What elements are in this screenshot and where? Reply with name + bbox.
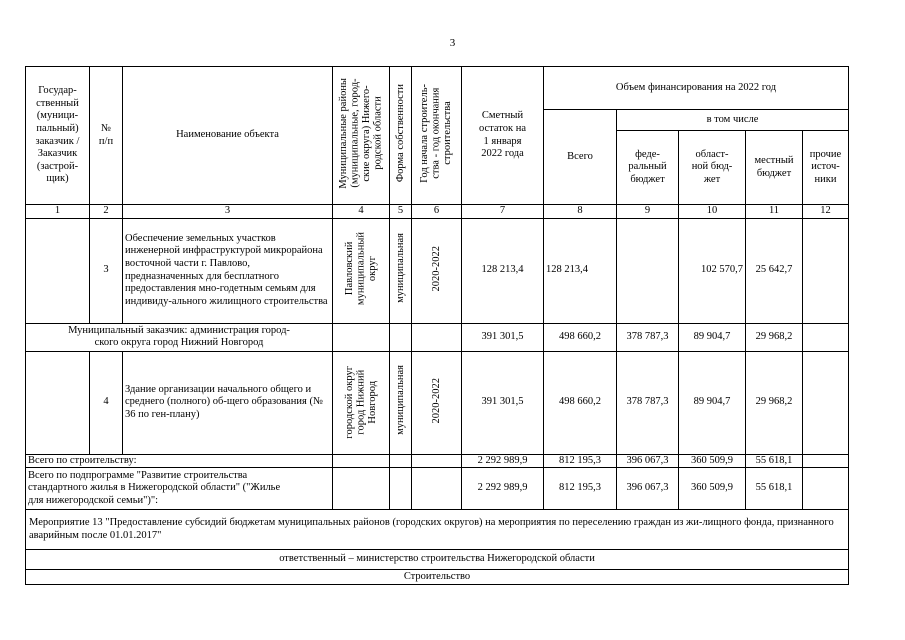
empty-cell: [390, 454, 412, 468]
regional-value: 102 570,7: [679, 218, 746, 323]
empty-cell: [412, 468, 462, 510]
district: городской округ город Нижний Новгород: [333, 351, 390, 454]
regional-value: 89 904,7: [679, 351, 746, 454]
empty-cell: [390, 323, 412, 351]
header-other: прочие источ- ники: [803, 131, 849, 205]
col-number: 5: [390, 205, 412, 219]
row-number: 4: [90, 351, 123, 454]
header-including: в том числе: [617, 110, 849, 131]
years: 2020-2022: [412, 218, 462, 323]
empty-cell: [26, 351, 90, 454]
table-row: [26, 570, 849, 585]
construction-heading: Строительство: [26, 570, 849, 585]
table-row: [26, 468, 849, 510]
federal-value: [617, 218, 679, 323]
row-number: 3: [90, 218, 123, 323]
ownership: муниципальная: [390, 351, 412, 454]
balance-value: 2 292 989,9: [462, 468, 544, 510]
col-number: 8: [544, 205, 617, 219]
local-value: 55 618,1: [746, 468, 803, 510]
header-federal: феде- ральный бюджет: [617, 131, 679, 205]
col-number: 1: [26, 205, 90, 219]
total-value: 498 660,2: [544, 323, 617, 351]
table-row: [26, 454, 849, 468]
header-local: местный бюджет: [746, 131, 803, 205]
page-number: 3: [449, 37, 456, 49]
header-funding: Объем финансирования на 2022 год: [544, 67, 849, 110]
total-subprogram-label: Всего по подпрограмме "Развитие строительства стандартного жилья в Нижегородской области" ("Жилье для нижегородской семьи")":: [26, 468, 333, 510]
empty-cell: [803, 351, 849, 454]
header-ownership: Форма собственности: [390, 67, 412, 205]
total-value: 812 195,3: [544, 454, 617, 468]
col-number: 10: [679, 205, 746, 219]
balance-value: 391 301,5: [462, 351, 544, 454]
total-value: 128 213,4: [544, 218, 617, 323]
empty-cell: [333, 468, 390, 510]
empty-cell: [412, 323, 462, 351]
federal-value: 378 787,3: [617, 323, 679, 351]
balance-value: 128 213,4: [462, 218, 544, 323]
header-balance: Сметный остаток на 1 января 2022 года: [462, 67, 544, 205]
empty-cell: [26, 218, 90, 323]
col-number: 11: [746, 205, 803, 219]
table-row: [26, 510, 849, 550]
total-construction-label: Всего по строительству:: [26, 454, 333, 468]
header-regional: област- ной бюд- жет: [679, 131, 746, 205]
local-value: 55 618,1: [746, 454, 803, 468]
empty-cell: [412, 454, 462, 468]
regional-value: 89 904,7: [679, 323, 746, 351]
object-name: Здание организации начального общего и среднего (полного) об-щего образования (№ 36 по ген-плану): [123, 351, 333, 454]
local-value: 29 968,2: [746, 323, 803, 351]
header-object-name: Наименование объекта: [123, 67, 333, 205]
col-number: 12: [803, 205, 849, 219]
table-row: [26, 351, 849, 454]
local-value: 25 642,7: [746, 218, 803, 323]
district: Павловский муниципальный округ: [333, 218, 390, 323]
empty-cell: [803, 323, 849, 351]
federal-value: 378 787,3: [617, 351, 679, 454]
empty-cell: [333, 323, 390, 351]
ownership: муниципальная: [390, 218, 412, 323]
federal-value: 396 067,3: [617, 454, 679, 468]
financing-table: [25, 66, 849, 585]
col-number: 3: [123, 205, 333, 219]
empty-cell: [333, 454, 390, 468]
total-value: 498 660,2: [544, 351, 617, 454]
header-row-number: № п/п: [90, 67, 123, 205]
header-districts: Муниципальные районы (муниципальные, город- ские округа) Нижего- родской области: [333, 67, 390, 205]
other-value: [803, 218, 849, 323]
col-number: 9: [617, 205, 679, 219]
col-number: 2: [90, 205, 123, 219]
empty-cell: [803, 454, 849, 468]
table-row: [26, 323, 849, 351]
col-number: 6: [412, 205, 462, 219]
header-total: Всего: [544, 110, 617, 205]
table-row: [26, 218, 849, 323]
regional-value: 360 509,9: [679, 454, 746, 468]
col-number: 4: [333, 205, 390, 219]
col-number: 7: [462, 205, 544, 219]
responsible-line: ответственный – министерство строительства Нижегородской области: [26, 550, 849, 570]
empty-cell: [803, 468, 849, 510]
customer-label: Муниципальный заказчик: администрация город- ского округа город Нижний Новгород: [26, 323, 333, 351]
total-value: 812 195,3: [544, 468, 617, 510]
object-name: Обеспечение земельных участков инженерной инфраструктурой микрорайона восточной части г. Павлово, предназначенных для бесплатного предоставления мно-годетным семьям для индивиду-ального жилищного строительства: [123, 218, 333, 323]
table-row: [26, 550, 849, 570]
years: 2020-2022: [412, 351, 462, 454]
empty-cell: [390, 468, 412, 510]
header-years: Год начала строитель- ства - год окончания строительства: [412, 67, 462, 205]
local-value: 29 968,2: [746, 351, 803, 454]
federal-value: 396 067,3: [617, 468, 679, 510]
header-customer: Государ- ственный (муници- пальный) заказчик / Заказчик (застрой- щик): [26, 67, 90, 205]
balance-value: 2 292 989,9: [462, 454, 544, 468]
regional-value: 360 509,9: [679, 468, 746, 510]
balance-value: 391 301,5: [462, 323, 544, 351]
measure-description: Мероприятие 13 "Предоставление субсидий бюджетам муниципальных районов (городских округов) на мероприятия по переселению граждан из жи-лищного фонда, признанного аварийным после 01.01.2017": [26, 510, 849, 550]
